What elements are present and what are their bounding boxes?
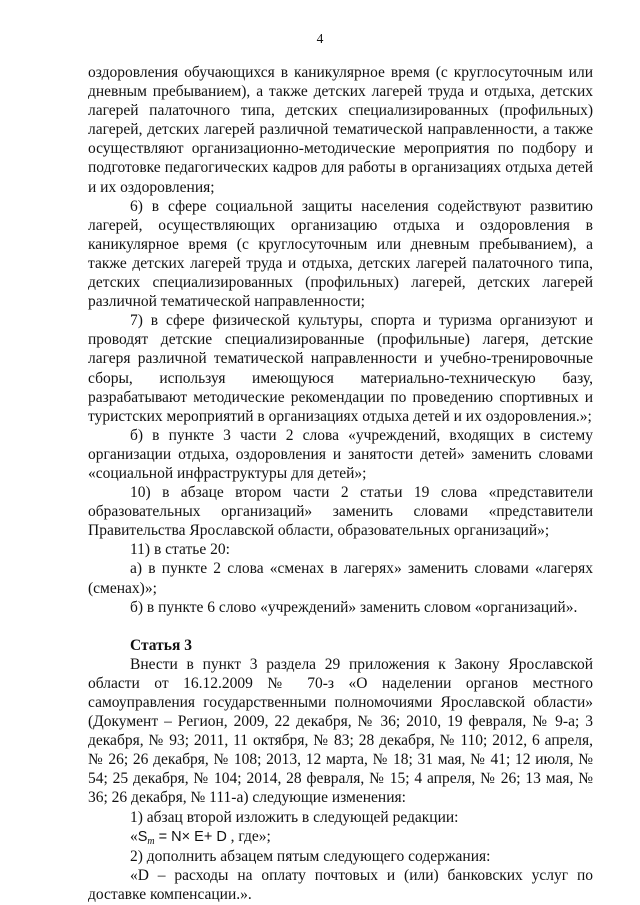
- paragraph: 11) в статье 20:: [130, 541, 230, 559]
- formula-line: [88, 827, 593, 847]
- formula-open-quote: «: [130, 827, 138, 845]
- page-number: 4: [316, 31, 324, 46]
- formula-symbol: S: [137, 828, 148, 845]
- paragraph: 10) в абзаце втором части 2 статьи 19 слова «представители образовательных организаций» заменить словами «представители Правительства Ярославской области, образовательных организаций»;: [88, 484, 593, 540]
- paragraph: оздоровления обучающихся в каникулярное время (с круглосуточным или дневным пребыванием), а также детских лагерей труда и отдыха, детских лагерей палаточного типа, детских специализированных (профильных) лагерей, детских лагерей различной тематической направленности, а также осуществляют организационно-методические мероприятия по подбору и подготовке педагогических кадров для работы в организациях отдыха детей и их оздоровления;: [88, 64, 593, 196]
- paragraph: Внести в пункт 3 раздела 29 приложения к Закону Ярославской области от 16.12.2009 № 70-з «О наделении органов местного самоуправления государственными полномочиями Ярославской области» (Документ – Регион, 2009, 22 декабря, № 36; 2010, 19 февраля, № 9-а; 3 декабря, № 93; 2011, 11 октября, № 83; 28 декабря, № 110; 2012, 6 апреля, № 26; 26 декабря, № 108; 2013, 12 марта, № 18; 31 мая, № 41; 12 июля, № 54; 25 декабря, № 104; 2014, 28 февраля, № 15; 4 апреля, № 26; 13 мая, № 36; 26 декабря, № 111-а) следующие изменения:: [88, 655, 593, 807]
- document-body: [88, 63, 593, 904]
- article-heading: Статья 3: [130, 636, 192, 654]
- formula-subscript: m: [147, 835, 155, 847]
- paragraph: 6) в сфере социальной защиты населения содействуют развитию лагерей, осуществляющих организацию отдыха и оздоровления в каникулярное время (с круглосуточным или дневным пребыванием), а также детских лагерей труда и отдыха, детских лагерей палаточного типа, детских специализированных (профильных) лагерей, детских лагерей различной тематической направленности;: [88, 197, 593, 311]
- formula-expression: = N× E+ D: [154, 828, 227, 845]
- formula-tail: , где»;: [226, 827, 271, 845]
- paragraph: «D – расходы на оплату почтовых и (или) банковских услуг по доставке компенсации.».: [88, 866, 593, 903]
- paragraph: 1) абзац второй изложить в следующей редакции:: [130, 808, 459, 826]
- paragraph: 7) в сфере физической культуры, спорта и туризма организуют и проводят детские специализированные (профильные) лагеря, детские лагеря различной тематической направленности и учебно-тренировочные сборы, используя имеющуюся материально-техническую базу, разрабатывают методические рекомендации по проведению спортивных и туристских мероприятий в организациях отдыха детей и их оздоровления.»;: [88, 312, 593, 425]
- paragraph: б) в пункте 6 слово «учреждений» заменить словом «организаций».: [130, 598, 578, 616]
- paragraph: а) в пункте 2 слова «сменах в лагерях» заменить словами «лагерях (сменах)»;: [88, 560, 593, 597]
- paragraph: 2) дополнить абзацем пятым следующего содержания:: [130, 847, 491, 865]
- paragraph: б) в пункте 3 части 2 слова «учреждений, входящих в систему организации отдыха, оздоровления и занятости детей» заменить словами «социальной инфраструктуры для детей»;: [88, 426, 593, 482]
